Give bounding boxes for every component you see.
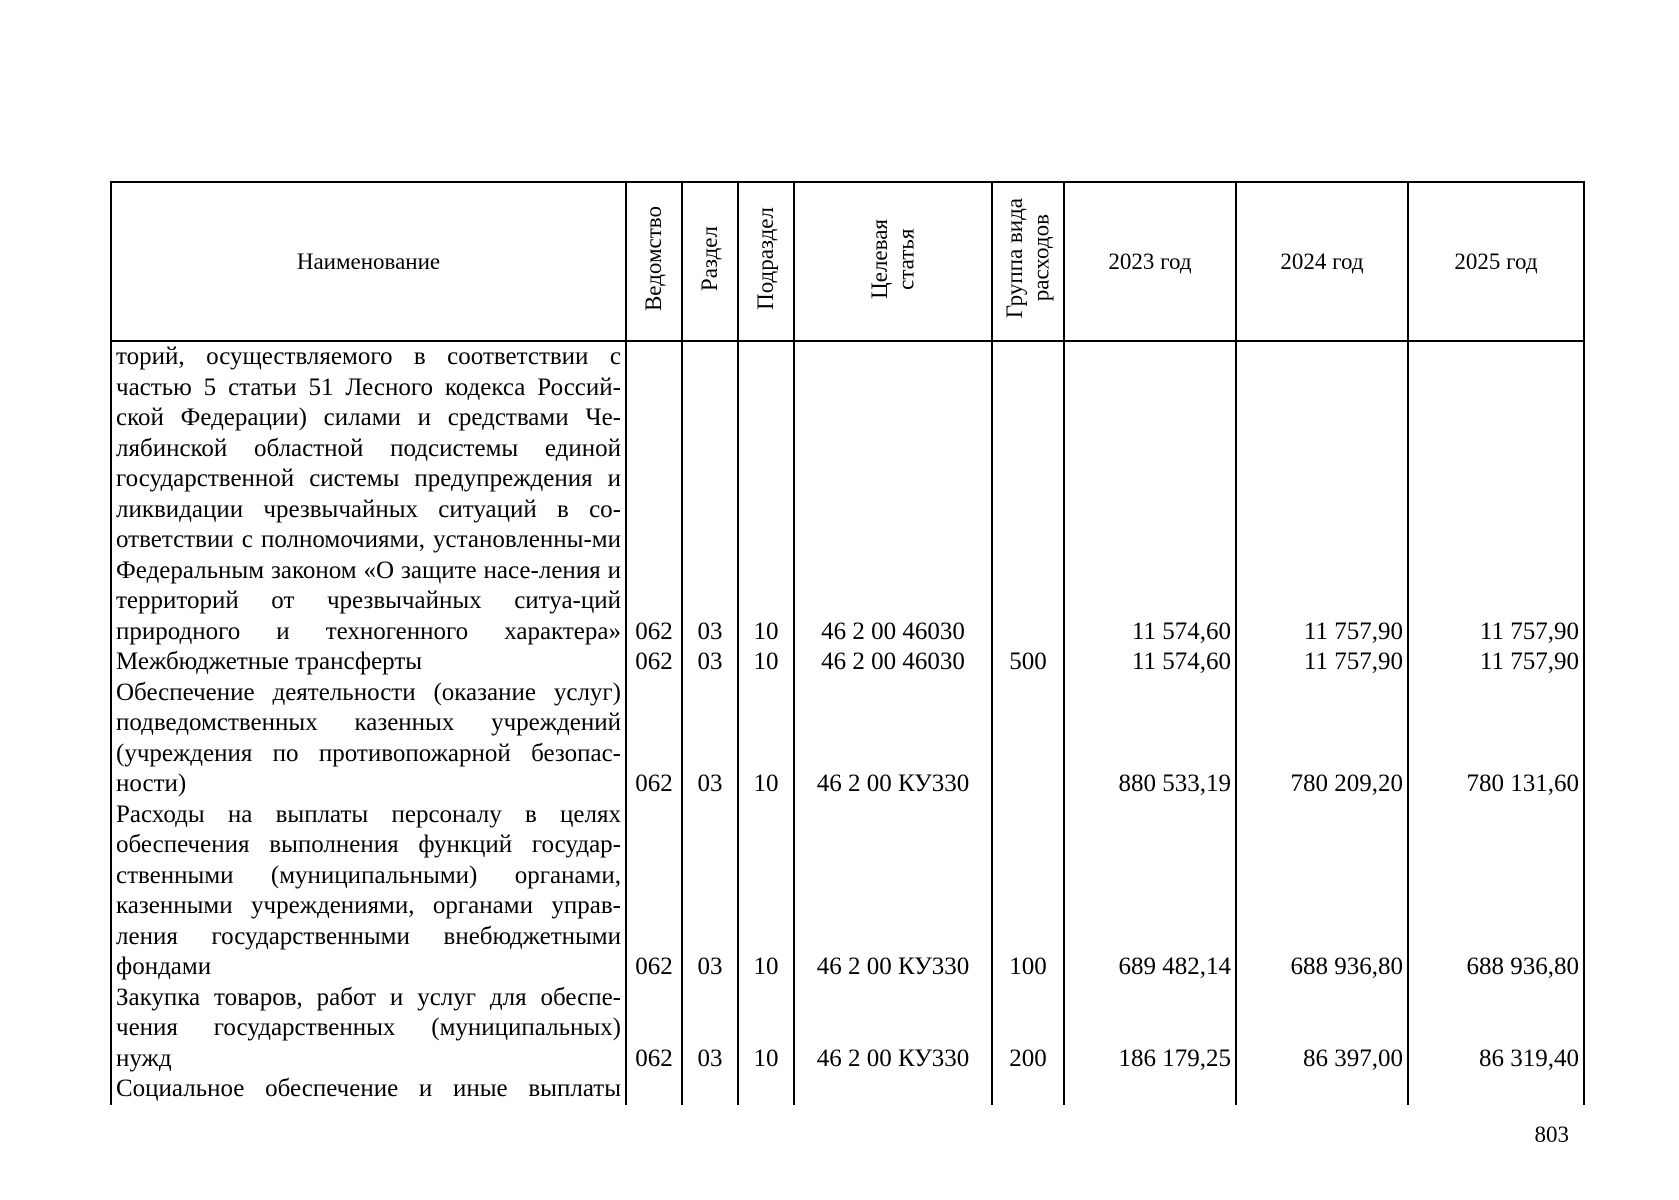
row-name: Расходы на выплаты персоналу в целях обеспечения выполнения функций государ-ственными (муниципальными) органами, казенными учреждениями, органами управ-ления государственными внебюджетными фондами — [111, 800, 626, 983]
row-value-2023: 689 482,14 — [1064, 800, 1236, 983]
row-name: торий, осуществляемого в соответствии с частью 5 статьи 51 Лесного кодекса Россий-ской Федерации) силами и средствами Че-лябинской областной подсистемы единой государственной системы предупреждения и ликвидации чрезвычайных ситуаций в со-ответствии с полномочиями, установленны-ми Федеральным законом «О защите насе-ления и территорий от чрезвычайных ситуа-ций природного и техногенного характера» — [111, 341, 626, 647]
row-podrazdel: 10 — [738, 800, 794, 983]
row-name: Межбюджетные трансферты — [111, 647, 626, 678]
row-vedomstvo: 062 — [626, 341, 682, 647]
row-name: Обеспечение деятельности (оказание услуг) подведомственных казенных учреждений (учреждения по противопожарной безопас-ности) — [111, 678, 626, 800]
table-row — [111, 800, 1584, 983]
row-gruppa: 200 — [992, 983, 1064, 1075]
row-vedomstvo: 062 — [626, 678, 682, 800]
header-vedomstvo: Ведомство — [626, 182, 682, 341]
row-podrazdel: 10 — [738, 647, 794, 678]
row-razdel: 03 — [682, 647, 738, 678]
header-year-2025: 2025 год — [1408, 182, 1584, 341]
row-celevaya-statya: 46 2 00 КУ330 — [794, 983, 992, 1075]
row-name: Закупка товаров, работ и услуг для обеспе-чения государственных (муниципальных) нужд — [111, 983, 626, 1075]
row-vedomstvo: 062 — [626, 647, 682, 678]
header-celevaya-statya: Целевая статья — [794, 182, 992, 341]
row-gruppa: 500 — [992, 647, 1064, 678]
row-vedomstvo: 062 — [626, 983, 682, 1075]
row-value-2024: 11 757,90 — [1236, 341, 1408, 647]
budget-table — [110, 181, 1585, 1105]
row-value-2023: 186 179,25 — [1064, 983, 1236, 1075]
table-header-row — [111, 182, 1584, 341]
row-razdel: 03 — [682, 983, 738, 1075]
row-value-2023: 11 574,60 — [1064, 647, 1236, 678]
row-podrazdel — [738, 1074, 794, 1105]
row-value-2025: 688 936,80 — [1408, 800, 1584, 983]
row-celevaya-statya: 46 2 00 КУ330 — [794, 800, 992, 983]
header-name: Наименование — [111, 182, 626, 341]
header-podrazdel: Подраздел — [738, 182, 794, 341]
row-razdel: 03 — [682, 800, 738, 983]
row-value-2025: 780 131,60 — [1408, 678, 1584, 800]
row-celevaya-statya: 46 2 00 46030 — [794, 647, 992, 678]
table-row — [111, 983, 1584, 1075]
row-podrazdel: 10 — [738, 983, 794, 1075]
row-gruppa — [992, 1074, 1064, 1105]
header-year-2024: 2024 год — [1236, 182, 1408, 341]
table-row — [111, 647, 1584, 678]
header-gruppa-vida-rashodov: Группа вида расходов — [992, 182, 1064, 341]
row-value-2023: 880 533,19 — [1064, 678, 1236, 800]
row-razdel — [682, 1074, 738, 1105]
page-number: 803 — [1534, 1122, 1569, 1147]
row-value-2025: 11 757,90 — [1408, 341, 1584, 647]
row-celevaya-statya: 46 2 00 КУ330 — [794, 678, 992, 800]
row-value-2025: 86 319,40 — [1408, 983, 1584, 1075]
row-celevaya-statya — [794, 1074, 992, 1105]
row-value-2023 — [1064, 1074, 1236, 1105]
row-value-2024 — [1236, 1074, 1408, 1105]
row-vedomstvo: 062 — [626, 800, 682, 983]
row-value-2025: 11 757,90 — [1408, 647, 1584, 678]
row-celevaya-statya: 46 2 00 46030 — [794, 341, 992, 647]
row-podrazdel: 10 — [738, 341, 794, 647]
row-value-2025 — [1408, 1074, 1584, 1105]
row-podrazdel: 10 — [738, 678, 794, 800]
row-razdel: 03 — [682, 678, 738, 800]
row-gruppa — [992, 341, 1064, 647]
table-row — [111, 341, 1584, 647]
row-value-2024: 780 209,20 — [1236, 678, 1408, 800]
row-vedomstvo — [626, 1074, 682, 1105]
header-razdel: Раздел — [682, 182, 738, 341]
table-row — [111, 1074, 1584, 1105]
row-value-2024: 688 936,80 — [1236, 800, 1408, 983]
row-value-2024: 11 757,90 — [1236, 647, 1408, 678]
row-value-2023: 11 574,60 — [1064, 341, 1236, 647]
table-row — [111, 678, 1584, 800]
row-gruppa — [992, 678, 1064, 800]
row-razdel: 03 — [682, 341, 738, 647]
row-value-2024: 86 397,00 — [1236, 983, 1408, 1075]
budget-table-wrapper — [110, 181, 1583, 1105]
row-gruppa: 100 — [992, 800, 1064, 983]
row-name: Социальное обеспечение и иные выплаты — [111, 1074, 626, 1105]
header-year-2023: 2023 год — [1064, 182, 1236, 341]
